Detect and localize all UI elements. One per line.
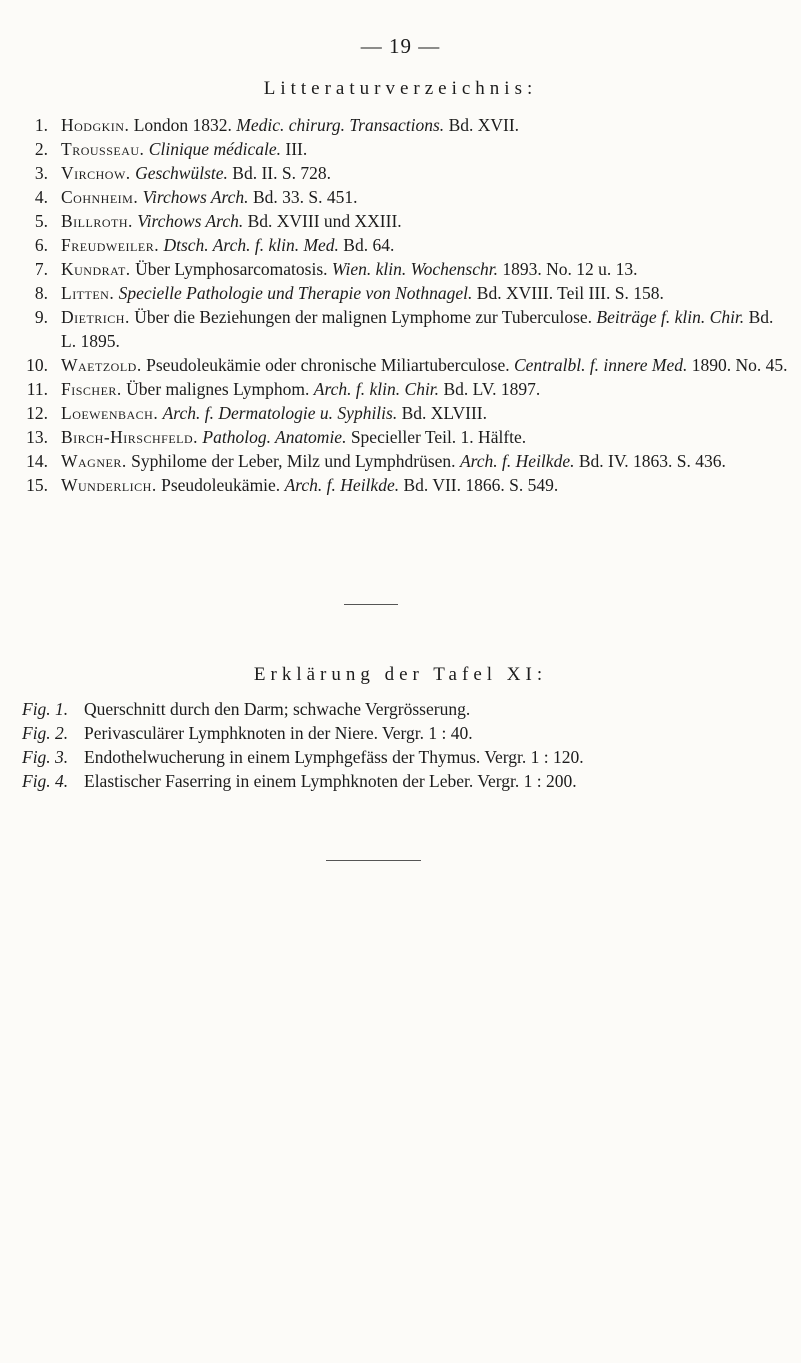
reference-text: Pseudoleukämie oder chronische Miliartuberculose. xyxy=(141,355,514,375)
reference-author: Virchow. xyxy=(61,163,131,183)
reference-source: Arch. f. Heilkde. xyxy=(284,475,400,495)
divider xyxy=(326,860,421,861)
reference-source: Geschwülste. xyxy=(135,163,228,183)
reference-text: Bd. XVIII. Teil III. S. 158. xyxy=(472,283,664,303)
reference-author: Billroth. xyxy=(61,211,133,231)
reference-item xyxy=(22,473,792,497)
reference-source: Specielle Pathologie und Therapie von Nothnagel. xyxy=(118,283,473,303)
reference-number: 7. xyxy=(34,259,48,279)
reference-text: 1890. No. 45. xyxy=(687,355,788,375)
figure-caption xyxy=(22,721,792,745)
reference-source: Centralbl. f. innere Med. xyxy=(513,355,688,375)
reference-text: Über die Beziehungen der malignen Lymphome zur Tuberculose. xyxy=(129,307,597,327)
reference-text: Bd. XVII. xyxy=(444,115,520,135)
reference-number: 12. xyxy=(26,403,48,423)
reference-number: 4. xyxy=(34,187,48,207)
reference-number: 14. xyxy=(26,451,48,471)
reference-number: 3. xyxy=(34,163,48,183)
reference-number: 9. xyxy=(34,307,48,327)
reference-author: Hodgkin. xyxy=(61,115,130,135)
reference-item xyxy=(22,185,792,209)
reference-text: Bd. II. S. 728. xyxy=(227,163,331,183)
reference-item xyxy=(22,305,792,353)
figure-caption xyxy=(22,745,792,769)
reference-text: Über malignes Lymphom. xyxy=(121,379,314,399)
reference-source: Arch. f. Heilkde. xyxy=(459,451,575,471)
reference-source: Clinique médicale. xyxy=(148,139,281,159)
reference-text: London 1832. xyxy=(129,115,237,135)
reference-text: Bd. IV. 1863. S. 436. xyxy=(574,451,726,471)
reference-item xyxy=(22,113,792,137)
reference-author: Birch-Hirschfeld. xyxy=(61,427,199,447)
reference-source: Virchows Arch. xyxy=(142,187,249,207)
figure-label: Fig. 2. xyxy=(22,723,69,743)
figure-caption xyxy=(22,769,792,793)
figure-text: Querschnitt durch den Darm; schwache Vergrösserung. xyxy=(84,699,471,719)
reference-text: III. xyxy=(281,139,308,159)
reference-text: Syphilome der Leber, Milz und Lymphdrüsen. xyxy=(126,451,460,471)
reference-text: Specieller Teil. 1. Hälfte. xyxy=(346,427,527,447)
reference-author: Dietrich. xyxy=(61,307,130,327)
reference-item xyxy=(22,449,792,473)
reference-item xyxy=(22,257,792,281)
reference-source: Medic. chirurg. Transactions. xyxy=(236,115,445,135)
reference-text: Bd. 64. xyxy=(338,235,395,255)
reference-text: 1893. No. 12 u. 13. xyxy=(497,259,638,279)
reference-author: Cohnheim. xyxy=(61,187,139,207)
reference-text: Bd. VII. 1866. S. 549. xyxy=(399,475,559,495)
reference-text: Bd. XLVIII. xyxy=(397,403,487,423)
reference-item xyxy=(22,161,792,185)
reference-source: Wien. klin. Wochenschr. xyxy=(331,259,498,279)
figure-text: Elastischer Faserring in einem Lymphknoten der Leber. Vergr. 1 : 200. xyxy=(84,771,577,791)
reference-author: Fischer. xyxy=(61,379,122,399)
reference-author: Kundrat. xyxy=(61,259,131,279)
reference-text: Bd. 33. S. 451. xyxy=(248,187,358,207)
reference-item xyxy=(22,377,792,401)
figure-list xyxy=(22,697,792,793)
reference-text: Bd. L. 1895. xyxy=(61,307,774,351)
reference-item xyxy=(22,425,792,449)
divider xyxy=(344,604,398,605)
reference-number: 1. xyxy=(34,115,48,135)
figure-caption xyxy=(22,697,792,721)
reference-author: Litten. xyxy=(61,283,115,303)
reference-text: Pseudoleukämie. xyxy=(156,475,285,495)
figure-label: Fig. 3. xyxy=(22,747,69,767)
figure-text: Endothelwucherung in einem Lymphgefäss der Thymus. Vergr. 1 : 120. xyxy=(84,747,584,767)
reference-number: 10. xyxy=(26,355,48,375)
reference-item xyxy=(22,209,792,233)
reference-number: 11. xyxy=(26,379,48,399)
reference-item xyxy=(22,137,792,161)
reference-item xyxy=(22,353,792,377)
figure-label: Fig. 4. xyxy=(22,771,69,791)
reference-number: 15. xyxy=(26,475,48,495)
reference-author: Wunderlich. xyxy=(61,475,157,495)
reference-number: 8. xyxy=(34,283,48,303)
reference-author: Waetzold. xyxy=(61,355,142,375)
reference-text: Bd. XVIII und XXIII. xyxy=(243,211,402,231)
figure-text: Perivasculärer Lymphknoten in der Niere. Vergr. 1 : 40. xyxy=(84,723,473,743)
reference-author: Trousseau. xyxy=(61,139,145,159)
reference-list xyxy=(22,113,792,497)
reference-author: Wagner. xyxy=(61,451,127,471)
reference-source: Virchows Arch. xyxy=(137,211,244,231)
explanation-heading: Erklärung der Tafel XI: xyxy=(253,664,548,685)
reference-source: Arch. f. klin. Chir. xyxy=(313,379,440,399)
reference-item xyxy=(22,401,792,425)
reference-author: Freudweiler. xyxy=(61,235,160,255)
reference-source: Beiträge f. klin. Chir. xyxy=(596,307,745,327)
reference-number: 5. xyxy=(34,211,48,231)
references-heading: Litteraturverzeichnis: xyxy=(263,78,538,99)
reference-author: Loewenbach. xyxy=(61,403,159,423)
reference-text: Über Lymphosarcomatosis. xyxy=(130,259,332,279)
reference-number: 13. xyxy=(26,427,48,447)
reference-item xyxy=(22,233,792,257)
reference-number: 6. xyxy=(34,235,48,255)
figure-label: Fig. 1. xyxy=(22,699,69,719)
reference-text: Bd. LV. 1897. xyxy=(439,379,541,399)
reference-source: Arch. f. Dermatologie u. Syphilis. xyxy=(162,403,398,423)
page-number: — 19 — xyxy=(360,34,441,58)
reference-source: Dtsch. Arch. f. klin. Med. xyxy=(163,235,339,255)
reference-number: 2. xyxy=(34,139,48,159)
reference-item xyxy=(22,281,792,305)
reference-source: Patholog. Anatomie. xyxy=(202,427,347,447)
